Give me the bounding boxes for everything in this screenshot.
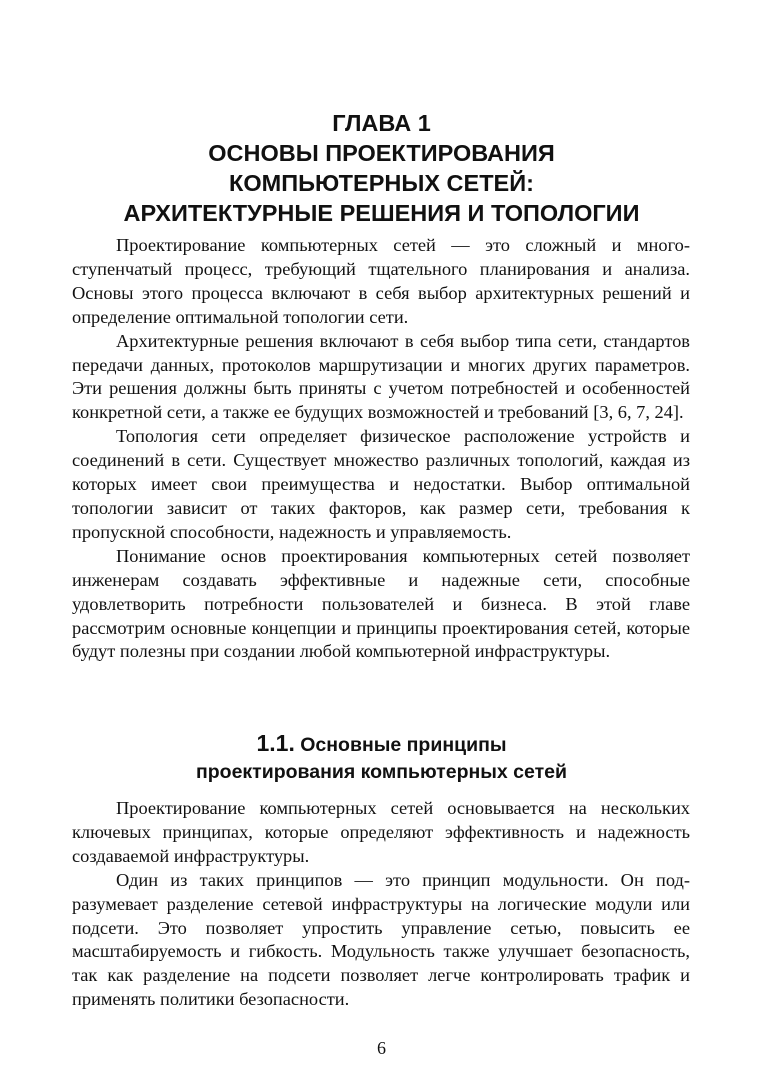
chapter-heading: [60, 108, 703, 228]
section-title-line-2: проектирования компьютерных сетей: [195, 761, 568, 783]
chapter-title-line-1: ОСНОВЫ ПРОЕКТИРОВАНИЯ: [208, 140, 555, 166]
section-heading: [60, 730, 703, 786]
paragraph: Один из таких принципов — это принцип модульности. Он подразумевает разделение сетевой инфраструктуры на логические модули или подсети. Это позволяет упростить управление сетью, повысить ее масштабируемость и гибкость. Модульность также улучшает безопасность, так как разделение на подсети позволяет легче контролировать трафик и применять политики безопасности.: [72, 869, 690, 1010]
paragraph: Архитектурные решения включают в себя выбор типа сети, стандартов передачи данных, протоколов маршрутизации и многих других параметров. Эти решения должны быть приняты с учетом потребностей и особенностей конкретной сети, а также ее будущих возможностей и требований [3, 6, 7, 24].: [72, 330, 690, 423]
chapter-label: ГЛАВА 1: [332, 110, 431, 136]
chapter-title-line-2: КОМПЬЮТЕРНЫХ СЕТЕЙ:: [229, 170, 534, 196]
section-title-line-1: Основные принципы: [300, 734, 507, 756]
paragraph: Понимание основ проектирования компьютерных сетей позволяет инженерам создавать эффективные и надежные сети, способные удовлетворить потребности пользователей и бизнеса. В этой главе рассмотрим основные концепции и принципы проектирования сетей, которые будут полезны при создании любой компьютерной инфраструктуры.: [72, 545, 690, 662]
section-number: 1.1.: [256, 730, 295, 756]
paragraph: Топология сети определяет физическое расположение устройств и соединений в сети. Существует множество различных топологий, каждая из которых имеет свои преимущества и недостатки. Выбор оптимальной топологии зависит от таких факторов, как размер сети, требования к пропускной способности, надежность и управляемость.: [72, 426, 690, 542]
intro-text: [72, 234, 690, 664]
page-number: 6: [377, 1038, 386, 1058]
paragraph: Проектирование компьютерных сетей — это сложный и многоступенчатый процесс, требующий тщательного планирования и анализа. Основы этого процесса включают в себя выбор архитектурных решений и определение оптимальной топологии сети.: [72, 235, 690, 327]
section-text: [72, 797, 690, 1012]
chapter-title-line-3: АРХИТЕКТУРНЫЕ РЕШЕНИЯ И ТОПОЛОГИИ: [123, 200, 640, 226]
paragraph: Проектирование компьютерных сетей основывается на нескольких ключевых принципах, которые определяют эффективность и надежность создаваемой инфраструктуры.: [72, 798, 690, 866]
